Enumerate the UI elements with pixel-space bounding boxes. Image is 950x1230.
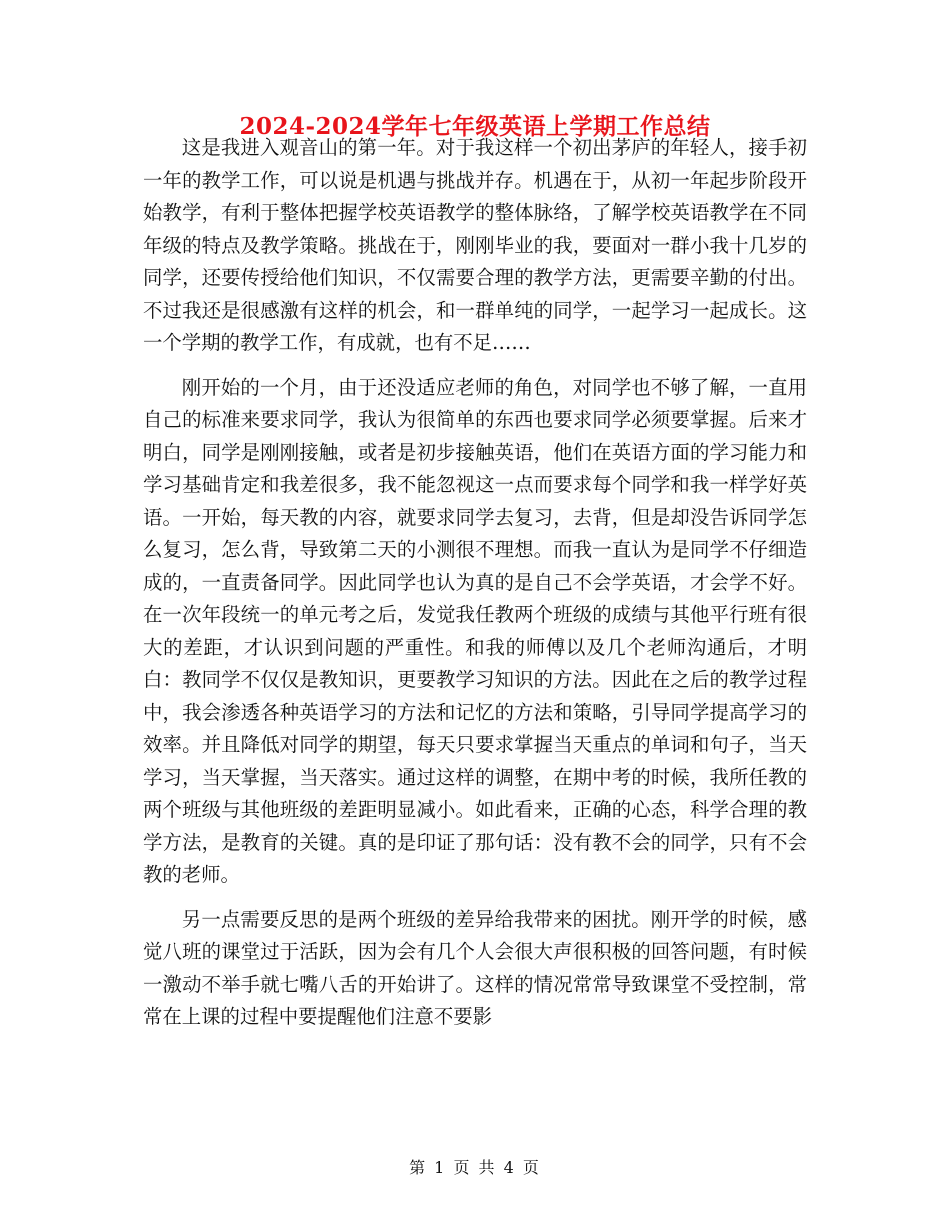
paragraph-1: 这是我进入观音山的第一年。对于我这样一个初出茅庐的年轻人，接手初一年的教学工作，可以说是机遇与挑战并存。机遇在于，从初一年起步阶段开始教学，有利于整体把握学校英语教学的整体脉络，了解学校英语教学在不同年级的特点及教学策略。挑战在于，刚刚毕业的我，要面对一群小我十几岁的同学，还要传授给他们知识，不仅需要合理的教学方法，更需要辛勤的付出。不过我还是很感激有这样的机会，和一群单纯的同学，一起学习一起成长。这一个学期的教学工作，有成就，也有不足…… [143,136,807,354]
page-footer: 第 1 页 共 4 页 [409,1158,541,1177]
document-title: 2024-2024学年七年级英语上学期工作总结 [239,113,711,140]
paragraph-3: 另一点需要反思的是两个班级的差异给我带来的困扰。刚开学的时候，感觉八班的课堂过于活跃，因为会有几个人会很大声很积极的回答问题，有时候一激动不举手就七嘴八舌的开始讲了。这样的情况常常导致课堂不受控制，常常在上课的过程中要提醒他们注意不要影 [143,907,807,1028]
paragraph-2: 刚开始的一个月，由于还没适应老师的角色，对同学也不够了解，一直用自己的标准来要求同学，我认为很简单的东西也要求同学必须要掌握。后来才明白，同学是刚刚接触，或者是初步接触英语，他们在英语方面的学习能力和学习基础肯定和我差很多，我不能忽视这一点而要求每个同学和我一样学好英语。一开始，每天教的内容，就要求同学去复习，去背，但是却没告诉同学怎么复习，怎么背，导致第二天的小测很不理想。而我一直认为是同学不仔细造成的，一直责备同学。因此同学也认为真的是自己不会学英语，才会学不好。在一次年段统一的单元考之后，发觉我任教两个班级的成绩与其他平行班有很大的差距，才认识到问题的严重性。和我的师傅以及几个老师沟通后，才明白：教同学不仅仅是教知识，更要教学习知识的方法。因此在之后的教学过程中，我会渗透各种英语学习的方法和记忆的方法和策略，引导同学提高学习的效率。并且降低对同学的期望，每天只要求掌握当天重点的单词和句子，当天学习，当天掌握，当天落实。通过这样的调整，在期中考的时候，我所任教的两个班级与其他班级的差距明显减小。如此看来，正确的心态，科学合理的教学方法，是教育的关键。真的是印证了那句话：没有教不会的同学，只有不会教的老师。 [143,375,807,886]
document-body [143,132,807,1046]
